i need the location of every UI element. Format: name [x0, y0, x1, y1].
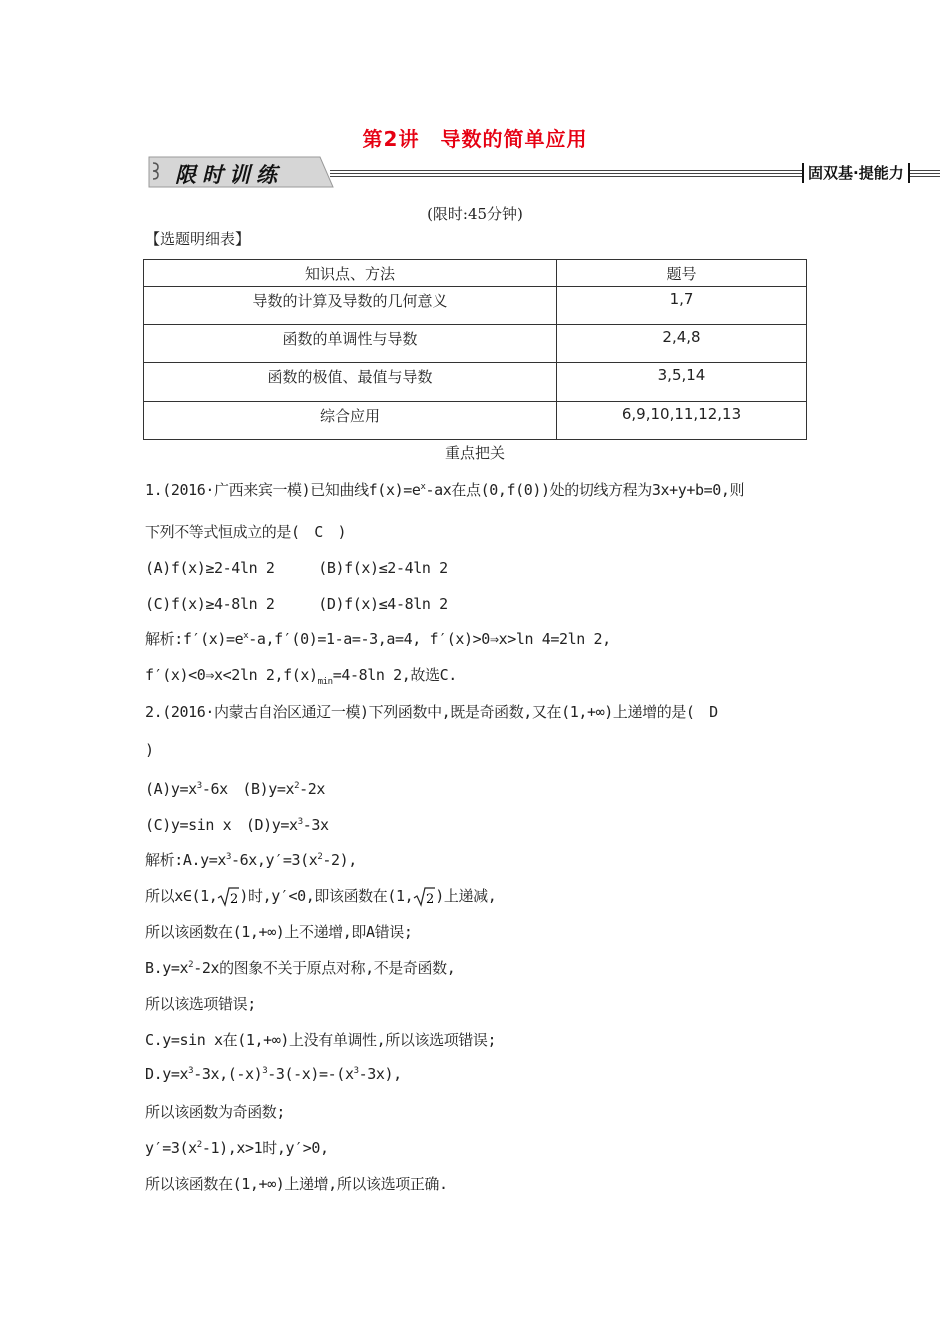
time-limit: (限时:45分钟) — [427, 205, 523, 223]
table-cell: 综合应用 — [144, 402, 557, 440]
q2-options-ab: $(A)y=x^3-6x$ $(B)y=x^2-2x$ — [145, 780, 326, 798]
table-row — [144, 325, 807, 363]
table-header-cell: 知识点、方法 — [144, 260, 557, 287]
table-cell: 函数的单调性与导数 — [144, 325, 557, 363]
banner-badge-text: 限时训练 — [175, 163, 283, 187]
table-header-row — [144, 260, 807, 287]
topic-table — [143, 259, 807, 440]
q2-options-cd: (C)y=sin x $(D)y=x^3-3x$ — [145, 816, 329, 834]
svg-text:2: 2 — [230, 891, 239, 907]
q2-solution-5: 所以该选项错误; — [145, 995, 256, 1013]
sqrt-symbol — [413, 886, 435, 908]
q2-solution-7: $D.y=x^3-3x,(-x)^3-3(-x)=-(x^3-3x)$, — [145, 1065, 402, 1083]
q1-options-cd: (C)f(x)≥4-8ln 2 (D)f(x)≤4-8ln 2 — [145, 595, 448, 613]
svg-text:2: 2 — [426, 891, 435, 907]
q2-solution-1: 解析$:A.y=x^3-6x,y'=3(x^2-2)$, — [145, 851, 357, 869]
table-cell: 2,4,8 — [557, 325, 807, 363]
q2-solution-9: $y'=3(x^2-1),x>1$时,y′>0, — [145, 1139, 329, 1157]
q2-solution-10: 所以该函数在(1,+∞)上递增,所以该选项正确. — [145, 1175, 448, 1193]
q2-solution-4: $B.y=x^2-2x$的图象不关于原点对称,不是奇函数, — [145, 959, 456, 977]
banner-tag: 固双基·提能力 — [802, 163, 910, 183]
page-title: 第2讲 导数的简单应用 — [362, 127, 588, 151]
q1-stem-line2: 下列不等式恒成立的是( C ) — [145, 523, 347, 541]
table-cell: 1,7 — [557, 287, 807, 325]
q1-stem: 1.(2016·广西来宾一模)已知曲线$f(x)=e^x-ax$在点(0,f(0))处的切线方程为3x+y+b=0,则 — [145, 481, 745, 499]
table-row — [144, 363, 807, 402]
q2-solution-2: 所以x∈(1, 2 )时,y′<0,即该函数在(1, 2 )上递减, — [145, 887, 497, 907]
q2-solution-8: 所以该函数为奇函数; — [145, 1103, 286, 1121]
q2-solution-6: C.y=sin x在(1,+∞)上没有单调性,所以该选项错误; — [145, 1031, 497, 1049]
table-cell: 导数的计算及导数的几何意义 — [144, 287, 557, 325]
table-cell: 6,9,10,11,12,13 — [557, 402, 807, 440]
section-banner — [145, 155, 935, 191]
table-cell: 3,5,14 — [557, 363, 807, 402]
table-row — [144, 287, 807, 325]
q1-solution-2: f′(x)<0⇒x<2ln $2,f(x)_{min}=4-8\ln$ 2,故选C. — [145, 666, 457, 687]
table-row — [144, 402, 807, 440]
sqrt-symbol — [217, 886, 239, 908]
q1-solution-1: 解析$:f'(x)=e^x-a,f'(0)=1-a=-3,a=4$, f′(x)>0⇒x>ln 4=2ln 2, — [145, 630, 611, 648]
section-title: 重点把关 — [444, 444, 505, 462]
table-cell: 函数的极值、最值与导数 — [144, 363, 557, 402]
q2-stem-line2: ) — [145, 741, 154, 759]
table-header-cell: 题号 — [557, 260, 807, 287]
q1-options-ab: (A)f(x)≥2-4ln 2 (B)f(x)≤2-4ln 2 — [145, 559, 448, 577]
q2-stem: 2.(2016·内蒙古自治区通辽一模)下列函数中,既是奇函数,又在(1,+∞)上递增的是( D — [145, 703, 718, 721]
table-heading: 【选题明细表】 — [145, 230, 251, 248]
q2-solution-3: 所以该函数在(1,+∞)上不递增,即A错误; — [145, 923, 413, 941]
